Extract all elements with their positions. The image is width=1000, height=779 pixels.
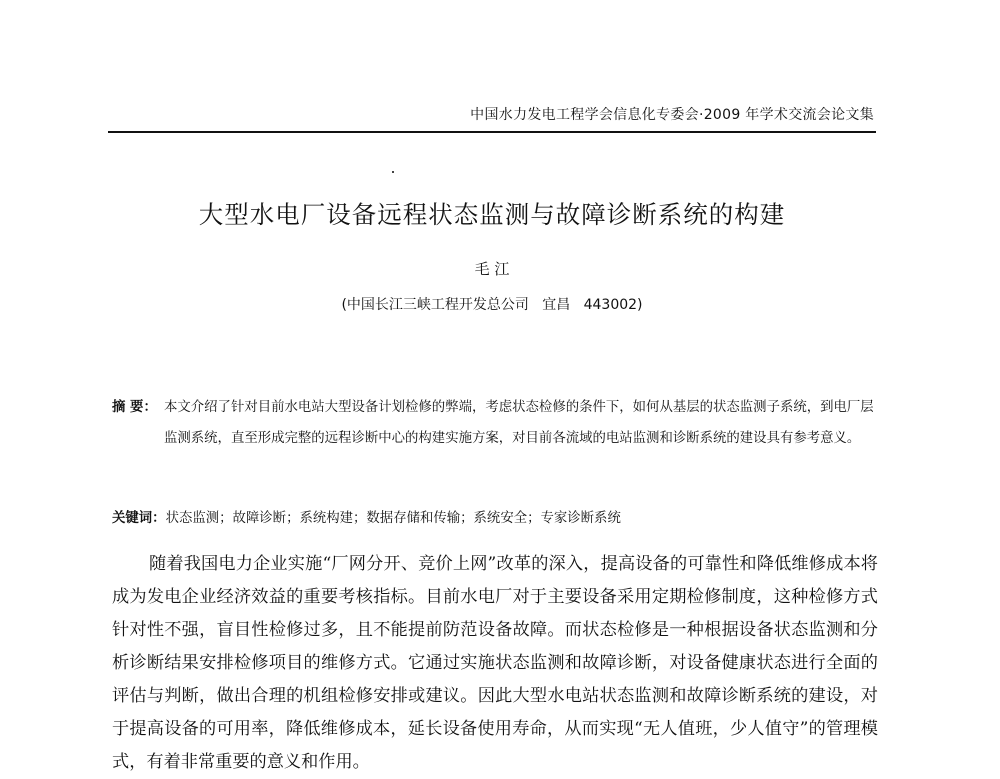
keywords-label: 关键词： (112, 511, 166, 526)
author-affiliation: (中国长江三峡工程开发总公司 宜昌 443002) (341, 297, 643, 313)
abstract-label: 摘 要： (112, 400, 157, 415)
keywords-text: 状态监测；故障诊断；系统构建；数据存储和传输；系统安全；专家诊断系统 (165, 511, 621, 526)
keywords (112, 507, 878, 526)
body-paragraph: 随着我国电力企业实施“厂网分开、竞价上网”改革的深入，提高设备的可靠性和降低维修成本将成为发电企业经济效益的重要考核指标。目前水电厂对于主要设备采用定期检修制度，这种检修方式针对性不强，盲目性检修过多，且不能提前防范设备故障。而状态检修是一种根据设备状态监测和分析诊断结果安排检修项目的维修方式。它通过实施状态监测和故障诊断，对设备健康状态进行全面的评估与判断，做出合理的机组检修安排或建议。因此大型水电站状态监测和故障诊断系统的建设，对于提高设备的可用率，降低维修成本，延长设备使用寿命，从而实现“无人值班，少人值守”的管理模式，有着非常重要的意义和作用。 (112, 554, 878, 772)
paper-title: 大型水电厂设备远程状态监测与故障诊断系统的构建 (198, 200, 786, 229)
abstract-text: 本文介绍了针对目前水电站大型设备计划检修的弊端，考虑状态检修的条件下，如何从基层的状态监测子系统，到电厂层监测系统，直至形成完整的远程诊断中心的构建实施方案，对目前各流域的电站监测和诊断系统的建设具有参考意义。 (164, 400, 874, 446)
scan-speck (392, 171, 394, 173)
running-head: 中国水力发电工程学会信息化专委会·2009 年学术交流会论文集 (470, 107, 874, 123)
header-rule (108, 131, 876, 133)
author-name: 毛 江 (474, 260, 510, 278)
abstract (112, 392, 878, 454)
